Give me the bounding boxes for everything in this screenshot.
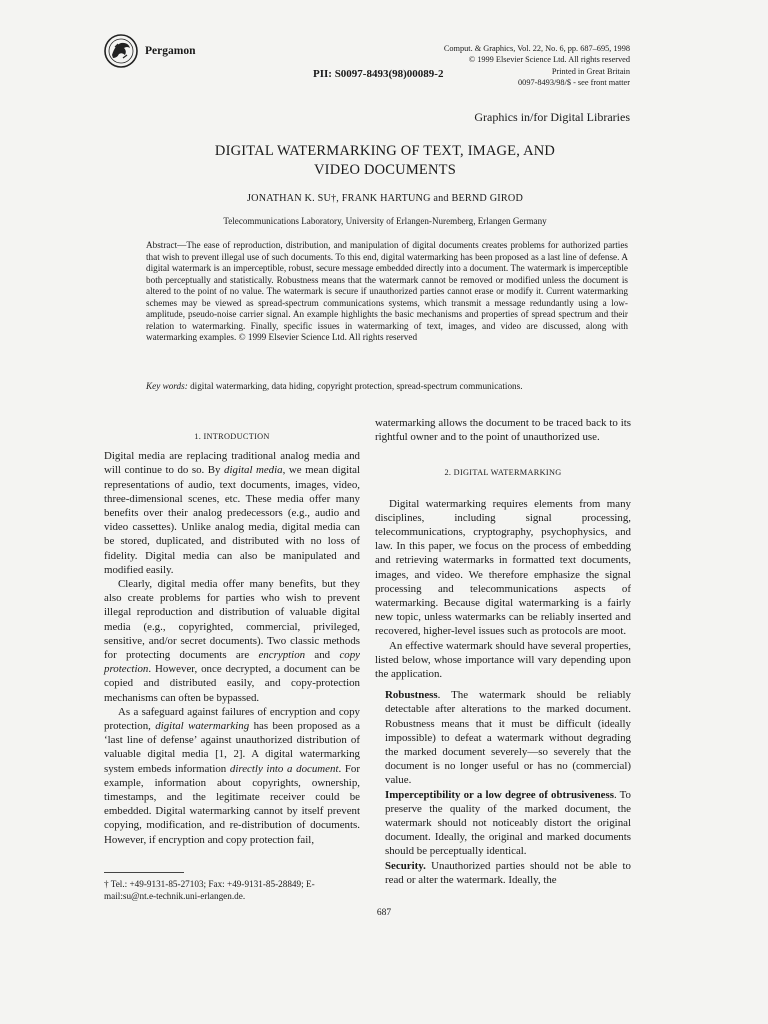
text-run: . However, once decrypted, a document can be copied and distributed easily, and copy-protection mechanisms can often be bypassed. <box>104 663 360 704</box>
footnote-rule <box>104 872 184 873</box>
emphasis: copy protection <box>104 649 360 676</box>
title-line-1: DIGITAL WATERMARKING OF TEXT, IMAGE, AND <box>214 143 556 159</box>
journal-meta <box>444 43 630 88</box>
abstract-label: Abstract <box>146 240 178 250</box>
section2-paragraph-1: Digital watermarking requires elements from many disciplines, including signal processing, telecommunications, cryptography, psychophysics, and law. In this paper, we focus on the process of embedding and retrieving watermarks in formatted text documents, images, and video. We therefore emphasize the signal processing and telecommunications aspects of watermarking. Because digital watermarking is a fairly new topic, unless watermarks can be reliably inserted and recovered, higher-level issues such as protocols are moot. <box>375 497 631 638</box>
text-run: Digital media are replacing traditional analog media and will continue to do so. By <box>104 450 360 477</box>
journal-section-label: Graphics in/for Digital Libraries <box>474 110 630 124</box>
abstract <box>146 240 628 344</box>
author-footnote: † Tel.: +49-9131-85-27103; Fax: +49-9131-85-28849; E-mail:su@nt.e-technik.uni-erlangen.de. <box>104 879 315 901</box>
properties-list <box>375 688 631 887</box>
page-number: 687 <box>376 908 392 918</box>
section-heading-digital-watermarking: 2. DIGITAL WATERMARKING <box>444 468 562 478</box>
pergamon-logo <box>103 33 139 69</box>
emphasis: directly into a document <box>229 762 339 775</box>
issn-line: 0097-8493/98/$ - see front matter <box>518 77 630 87</box>
text-run: . For example, information about copyrights, ownership, timestamps, and the legitimate receiver could be embedded. Digital watermarking cannot by itself prevent copying, modification, and re-distribution of documents. However, if encryption and copy protection fail, <box>104 762 360 846</box>
text-run: Clearly, digital media offer many benefits, but they also create problems for parties who wish to prevent illegal reproduction and distribution of valuable digital media (e.g., copyrighted, commercial, privileged, sensitive, and/or secret documents). Two classic methods for protecting documents are <box>104 578 360 662</box>
text-run: has been proposed as a ‘last line of defense’ against unauthorized distribution of valuable digital media [1, 2]. A digital watermarking system embeds information <box>104 720 360 775</box>
property-text: Unauthorized parties should not be able to read or alter the watermark. Ideally, the <box>385 859 631 886</box>
property-security <box>375 859 631 887</box>
property-lead: Robustness <box>385 689 438 702</box>
title-line-2: VIDEO DOCUMENTS <box>314 162 456 178</box>
property-lead: Security. <box>385 859 426 872</box>
section2-paragraph-2: An effective watermark should have several properties, listed below, whose importance will vary depending upon the application. <box>375 639 631 681</box>
author-list: JONATHAN K. SU†, FRANK HARTUNG and BERND GIROD <box>246 193 523 204</box>
affiliation: Telecommunications Laboratory, University of Erlangen-Nuremberg, Erlangen Germany <box>223 216 547 226</box>
keywords-text: digital watermarking, data hiding, copyright protection, spread-spectrum communications. <box>187 381 523 391</box>
property-text: . To preserve the quality of the marked document, the watermark should not noticeably distort the original document. Ideally, the original and marked documents should be perceptually identical. <box>385 788 632 858</box>
journal-citation: Comput. & Graphics, Vol. 22, No. 6, pp. 687–695, 1998 <box>443 44 630 53</box>
section-heading-introduction: 1. INTRODUCTION <box>194 432 270 441</box>
text-run: and <box>305 649 340 662</box>
keywords-label: Key words: <box>146 381 188 391</box>
left-column <box>104 430 360 847</box>
emphasis: digital watermarking <box>155 720 250 733</box>
copyright-line: © 1999 Elsevier Science Ltd. All rights reserved <box>468 55 630 65</box>
intro-paragraph-1 <box>104 449 360 577</box>
keywords <box>146 381 628 393</box>
pii-code: PII: S0097-8493(98)00089-2 <box>313 68 444 80</box>
emphasis: digital media <box>224 464 283 477</box>
emphasis: encryption <box>258 649 306 662</box>
intro-paragraph-3 <box>104 705 360 847</box>
publisher-name: Pergamon <box>145 45 196 57</box>
intro-continuation: watermarking allows the document to be traced back to its rightful owner and to the point of unauthorized use. <box>375 417 631 444</box>
text-run: As a safeguard against failures of encryption and copy protection, <box>104 705 360 733</box>
property-robustness <box>375 688 631 787</box>
intro-paragraph-2 <box>104 577 360 705</box>
property-imperceptibility <box>375 788 631 859</box>
property-text: . The watermark should be reliably detectable after alterations to the marked document. Robustness means that it must be difficult (ideally impossible) to defeat a watermark without degrading the marked document severely—so severely that the document is no longer useful or has no (commercial) value. <box>385 689 631 787</box>
text-run: , we mean digital representations of audio, text documents, images, video, three-dimensional scenes, etc. These media offer many benefits over their analog predecessors (e.g., audio and video cassettes). Unlike analog media, digital media can be stored, duplicated, and distributed with no loss of fidelity. Digital media can also be manipulated and modified easily. <box>104 464 360 576</box>
abstract-text: —The ease of reproduction, distribution, and manipulation of digital documents creates problems for authorized parties that wish to prevent illegal use of such documents. To this end, digital watermarking has been proposed as a last line of defense. A digital watermark is an imperceptible, robust, secure message embedded directly into a document. The watermark is imperceptible both perceptually and statistically. Robustness means that the watermark cannot be removed or modified unless the document is altered to the point of no value. The watermark is secure if unauthorized parties cannot erase or modify it. Current watermarking schemes may be viewed as spread-spectrum communications systems, which transmit a message redundantly using a low-amplitude, pseudo-noise carrier signal. An example highlights the basic mechanisms and properties of spread spectrum and their relation to watermarking. Finally, specific issues in watermarking of text, images, and video are discussed, along with watermarking examples. © 1999 Elsevier Science Ltd. All rights reserved <box>146 240 628 342</box>
property-lead: Imperceptibility or a low degree of obtrusiveness <box>385 788 614 801</box>
printed-line: Printed in Great Britain <box>551 66 630 76</box>
right-column <box>375 416 631 887</box>
paper-title <box>140 142 630 180</box>
